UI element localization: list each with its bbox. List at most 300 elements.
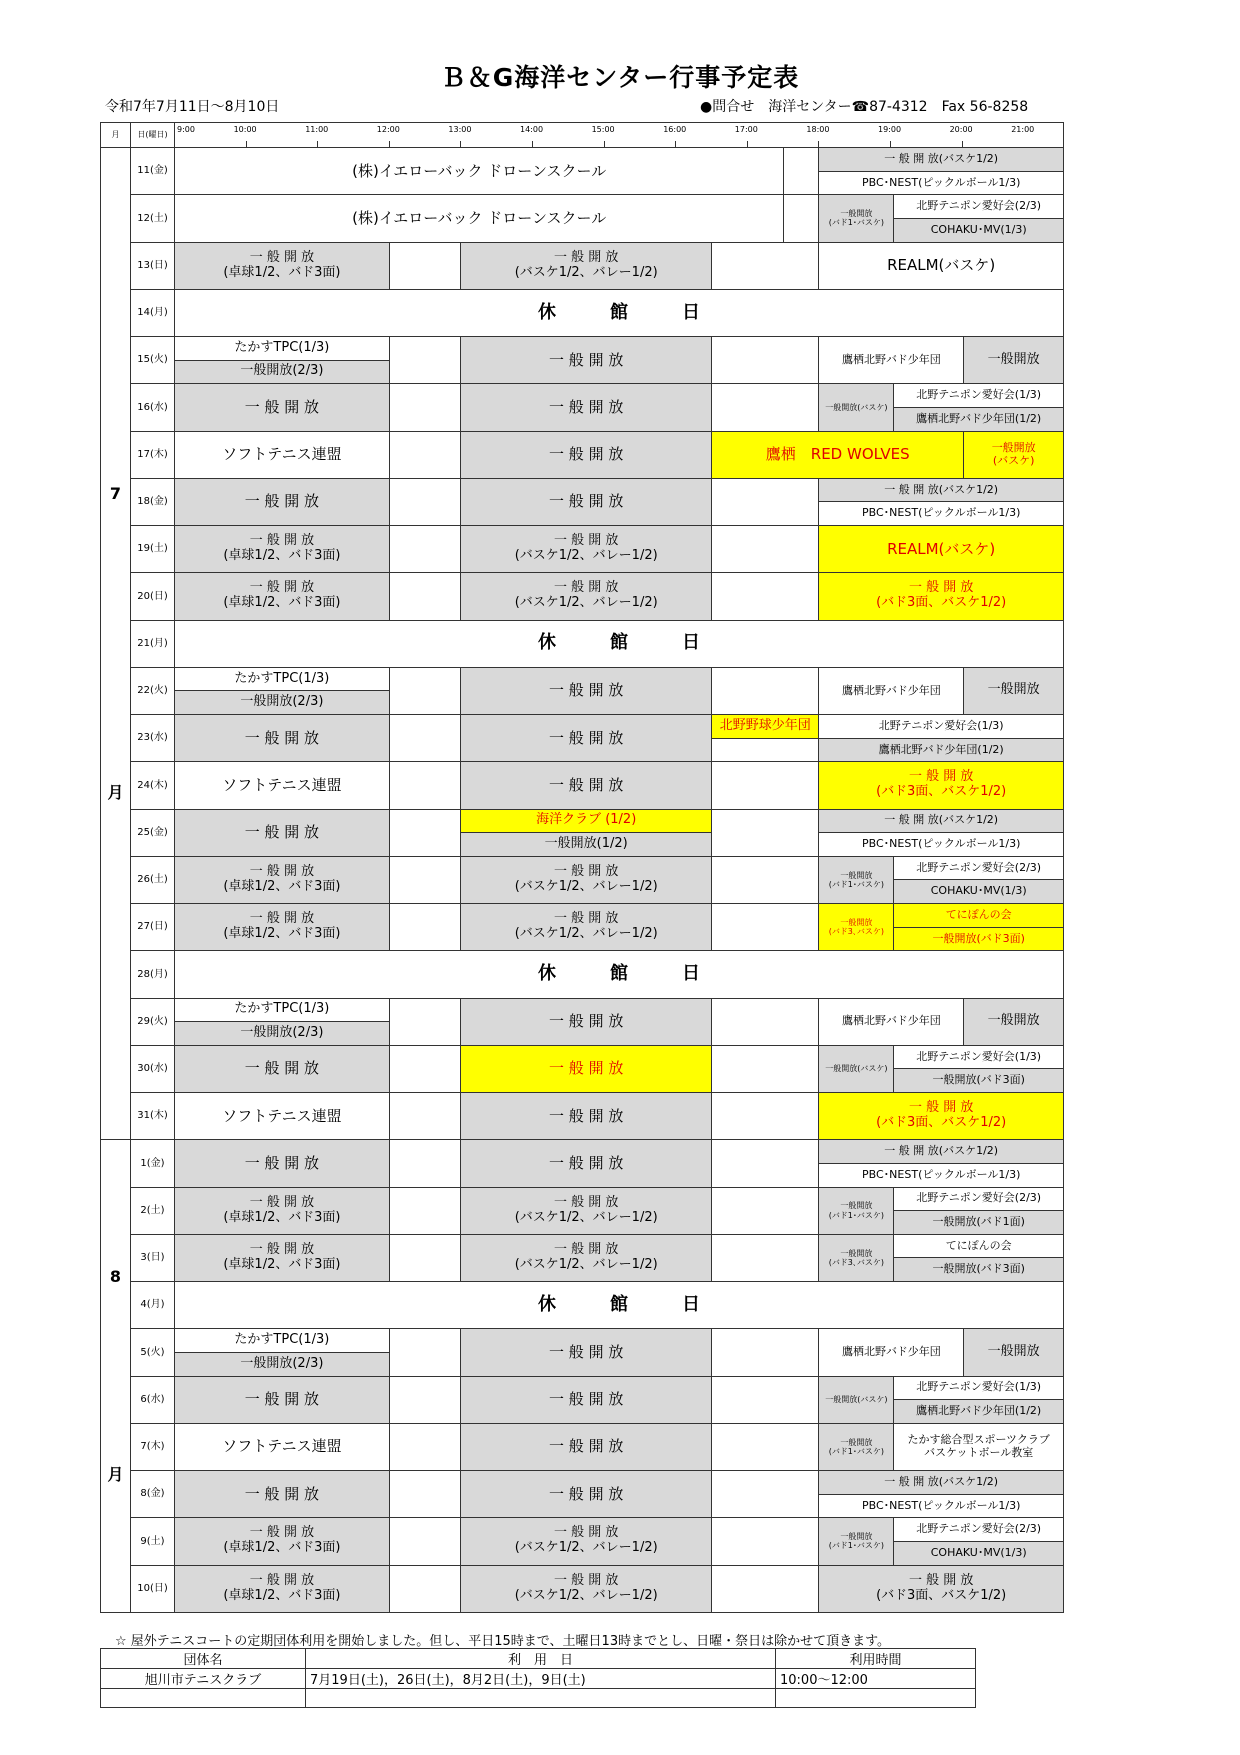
afternoon-event [460, 525, 712, 573]
cell-text: (株)イエローバック ドローンスクール [352, 208, 607, 227]
afternoon-event [460, 1092, 712, 1140]
day-label [130, 1281, 175, 1329]
cell-text: (卓球1/2、バド3面) [223, 1256, 341, 1272]
cell-text: たかす総合型スポーツクラブ [907, 1433, 1050, 1447]
evening-event [818, 1376, 894, 1424]
cell-text: 17(木) [137, 448, 168, 460]
cell-text: 19(土) [137, 543, 168, 555]
cell-text: 30(水) [137, 1063, 168, 1075]
time-tick: 18:00 [806, 125, 830, 134]
cell-text: 一 般 開 放 [553, 249, 619, 265]
day-label [130, 1517, 175, 1565]
cell-text: 一般開放(1/2) [544, 835, 628, 851]
morning-event [174, 1376, 390, 1424]
cell-text: 一 般 開 放 [549, 445, 624, 463]
cell-text: 28(月) [137, 968, 168, 980]
afternoon-event [460, 856, 712, 904]
day-label [130, 336, 175, 384]
cell-text: 一般開放 [987, 1013, 1040, 1029]
empty-slot [783, 147, 819, 195]
cell-text: 一 般 開 放 [553, 1241, 619, 1257]
cell-text: (バド3面、バスケ1/2) [876, 1115, 1007, 1131]
evening-event [893, 1045, 1064, 1070]
cell-text: 一般開放 [840, 1248, 873, 1258]
morning-event [174, 667, 390, 692]
morning-event [174, 431, 390, 479]
day-label [130, 431, 175, 479]
evening-event [963, 667, 1064, 715]
morning-event [174, 809, 390, 857]
cell-text: (バド3､バスケ) [828, 1257, 884, 1267]
table-row [101, 1689, 976, 1708]
time-tick: 21:00 [1011, 125, 1035, 134]
month-cell-july [100, 147, 131, 1140]
morning-event [174, 1470, 390, 1518]
evening-event [818, 194, 894, 242]
cell-text: 一 般 開 放 [244, 728, 320, 747]
cell-text: 一 般 開 放 [244, 1059, 320, 1078]
empty-slot [711, 336, 819, 384]
day-label [130, 289, 175, 337]
cell-text: (バド3面、バスケ1/2) [876, 784, 1007, 800]
cell-text: 一 般 開 放(バスケ1/2) [884, 482, 999, 496]
morning-event [174, 383, 390, 431]
cell-text: 14(月) [137, 307, 168, 319]
table-cell [776, 1689, 976, 1708]
cell-text: PBC･NEST(ピックルボール1/3) [862, 175, 1021, 189]
cell-text: てにぽんの会 [945, 907, 1012, 921]
morning-event [174, 690, 390, 715]
empty-slot [389, 242, 462, 290]
cell-text: (バド1･バスケ) [828, 1210, 884, 1220]
cell-text: 9(土) [140, 1535, 165, 1547]
cell-text: 一 般 開 放 [549, 1484, 624, 1503]
day-label [130, 1470, 175, 1518]
evening-event [818, 1470, 1064, 1495]
empty-slot [389, 903, 462, 951]
cell-text: 一般開放(2/3) [240, 1024, 324, 1040]
cell-text: 一 般 開 放 [908, 1572, 974, 1588]
day-label [130, 1187, 175, 1235]
day-label [130, 856, 175, 904]
cell-text: 一般開放(バド1面) [932, 1215, 1025, 1229]
cell-text: 一 般 開 放 [553, 1194, 619, 1210]
cell-text: 23(水) [137, 732, 168, 744]
cell-text: 一 般 開 放 [549, 1153, 624, 1172]
cell-text: 一般開放 [987, 1343, 1040, 1359]
cell-text: 12(土) [137, 212, 168, 224]
cell-text: 31(木) [137, 1110, 168, 1122]
cell-text: PBC･NEST(ピックルボール1/3) [862, 1498, 1021, 1512]
cell-text: 鷹栖北野バド少年団 [842, 683, 941, 697]
evening-event [818, 738, 1064, 763]
cell-text: 8(金) [140, 1488, 165, 1500]
cell-text: 一 般 開 放 [249, 249, 315, 265]
empty-slot [389, 1139, 462, 1187]
empty-slot [389, 1328, 462, 1376]
evening-event [963, 998, 1064, 1046]
empty-slot [389, 1423, 462, 1471]
cell-text: 一 般 開 放 [549, 1059, 624, 1078]
cell-text: 2(土) [140, 1204, 165, 1216]
morning-event [174, 1352, 390, 1377]
empty-slot [389, 1376, 462, 1424]
cell-text: 一 般 開 放 [549, 350, 624, 369]
empty-slot [389, 478, 462, 526]
cell-text: 北野テニポン愛好会(1/3) [916, 1380, 1042, 1394]
empty-slot [711, 903, 819, 951]
day-label [130, 1423, 175, 1471]
cell-text: バスケットボール教室 [924, 1445, 1034, 1459]
empty-slot [389, 1234, 462, 1282]
empty-slot [711, 1139, 819, 1187]
afternoon-event [460, 903, 712, 951]
evening-event [818, 478, 1064, 503]
evening-event [893, 879, 1064, 904]
cell-text: 一般開放 [987, 682, 1040, 698]
day-label [130, 194, 175, 242]
afternoon-event [460, 998, 712, 1046]
cell-text: 鷹栖北野バド少年団 [842, 1345, 941, 1359]
day-label [130, 950, 175, 998]
cell-text: 一般開放(バスケ) [825, 1064, 888, 1074]
cell-text: ソフトテニス連盟 [222, 1437, 342, 1456]
cell-text: 一般開放 [840, 917, 873, 927]
cell-text: 鷹栖北野バド少年団(1/2) [916, 411, 1042, 425]
evening-event [893, 383, 1064, 408]
cell-text: 29(火) [137, 1015, 168, 1027]
cell-text: 一般開放(バド3面) [932, 1073, 1025, 1087]
afternoon-event [460, 714, 712, 762]
empty-slot [389, 809, 462, 857]
cell-text: 一 般 開 放 [553, 1525, 619, 1541]
evening-event [893, 1376, 1064, 1401]
evening-event [893, 1423, 1064, 1471]
empty-slot [389, 1565, 462, 1613]
evening-event [818, 1187, 894, 1235]
cell-text: 一般開放 [840, 870, 873, 880]
empty-slot [783, 194, 819, 242]
evening-event [818, 1092, 1064, 1140]
morning-event [174, 1139, 390, 1187]
cell-text: 一 般 開 放 [549, 1342, 624, 1361]
day-label [130, 147, 175, 195]
table-header-row [101, 1649, 976, 1669]
cell-text: 北野テニポン愛好会(2/3) [916, 199, 1042, 213]
cell-text: 北野テニポン愛好会(2/3) [916, 860, 1042, 874]
morning-event [174, 572, 390, 620]
evening-event [818, 761, 1064, 809]
morning-event [174, 903, 390, 951]
time-tick: 16:00 [663, 125, 687, 134]
day-label [130, 478, 175, 526]
table-cell [101, 1689, 306, 1708]
time-tick: 9:00 [177, 125, 195, 134]
empty-slot [711, 1423, 819, 1471]
cell-text: 一般開放 [840, 209, 873, 219]
empty-slot [711, 478, 819, 526]
cell-text: 18(金) [137, 496, 168, 508]
cell-text: 一 般 開 放 [244, 492, 320, 511]
cell-text: (バド3面、バスケ1/2) [876, 1587, 1007, 1603]
evening-event [893, 856, 1064, 881]
table-header: 利 用 日 [306, 1649, 776, 1669]
cell-text: 22(火) [137, 685, 168, 697]
cell-text: 一般開放(バスケ) [825, 1395, 888, 1405]
cell-text: 一 般 開 放 [249, 1572, 315, 1588]
cell-text: (バスケ1/2、バレー1/2) [514, 926, 658, 942]
day-label [130, 667, 175, 715]
time-tick: 10:00 [233, 125, 257, 134]
empty-slot [711, 525, 819, 573]
empty-slot [389, 1187, 462, 1235]
empty-slot [711, 1187, 819, 1235]
afternoon-event [460, 832, 712, 857]
cell-text: (バド1･バスケ) [828, 879, 884, 889]
afternoon-event [460, 1187, 712, 1235]
empty-slot [389, 383, 462, 431]
empty-slot [711, 809, 819, 857]
cell-text: 一 般 開 放 [549, 775, 624, 794]
evening-event [893, 1068, 1064, 1093]
empty-slot [711, 761, 819, 809]
evening-event [818, 1234, 894, 1282]
evening-event [818, 1494, 1064, 1519]
cell-text: COHAKU･MV(1/3) [930, 1545, 1027, 1559]
evening-event [893, 903, 1064, 928]
day-label [130, 714, 175, 762]
evening-event [818, 383, 894, 431]
day-label [130, 572, 175, 620]
evening-event [818, 525, 1064, 573]
afternoon-event [460, 572, 712, 620]
evening-event [963, 431, 1064, 479]
empty-slot [389, 1470, 462, 1518]
afternoon-event [460, 242, 712, 290]
day-label [130, 242, 175, 290]
cell-text: 15(火) [137, 354, 168, 366]
cell-text: 休 館 日 [538, 1293, 700, 1315]
cell-text: (卓球1/2、バド3面) [223, 264, 341, 280]
afternoon-event [460, 1423, 712, 1471]
cell-text: (バスケ1/2、バレー1/2) [514, 264, 658, 280]
day-label [130, 1092, 175, 1140]
cell-text: 一 般 開 放 [249, 863, 315, 879]
cell-text: PBC･NEST(ピックルボール1/3) [862, 837, 1021, 851]
empty-slot [711, 1328, 819, 1376]
cell-text: 27(日) [137, 921, 168, 933]
cell-text: 一 般 開 放 [553, 911, 619, 927]
empty-slot [711, 242, 819, 290]
cell-text: 一 般 開 放 [549, 1012, 624, 1030]
empty-slot [711, 1092, 819, 1140]
evening-event [893, 1517, 1064, 1542]
afternoon-event [460, 1517, 712, 1565]
evening-event [711, 714, 819, 739]
cell-text: 一般開放 [987, 351, 1040, 367]
drone-school-event [174, 194, 784, 242]
empty-slot [711, 667, 819, 715]
cell-text: 休 館 日 [538, 301, 700, 323]
empty-slot [389, 761, 462, 809]
cell-text: 一般開放 [840, 1437, 873, 1447]
cell-text: 鷹栖北野バド少年団 [842, 1014, 941, 1028]
cell-text: 一 般 開 放 [249, 533, 315, 549]
cell-text: 3(日) [140, 1252, 165, 1264]
evening-event [818, 856, 894, 904]
evening-event [893, 194, 1064, 219]
cell-text: 月 [107, 1465, 124, 1484]
cell-text: たかすTPC(1/3) [234, 670, 330, 686]
evening-event [818, 336, 964, 384]
closed-day [174, 950, 1064, 998]
evening-event [893, 1541, 1064, 1566]
cell-text: (卓球1/2、バド3面) [223, 926, 341, 942]
cell-text: てにぽんの会 [945, 1238, 1012, 1252]
day-label [130, 1139, 175, 1187]
empty-slot [389, 998, 462, 1046]
evening-event [818, 998, 964, 1046]
empty-slot [389, 336, 462, 384]
table-header: 利用時間 [776, 1649, 976, 1669]
month-header [100, 122, 131, 148]
cell-text: 一 般 開 放 [249, 580, 315, 596]
cell-text: (卓球1/2、バド3面) [223, 548, 341, 564]
schedule-period: 令和7年7月11日～8月10日 [105, 99, 280, 115]
morning-event [174, 1565, 390, 1613]
evening-event [818, 1423, 894, 1471]
afternoon-event [460, 336, 712, 384]
cell-text: 6(水) [140, 1393, 165, 1405]
cell-text: 一 般 開 放 [549, 1390, 624, 1408]
cell-text: 一 般 開 放 [244, 1484, 320, 1503]
closed-day [174, 289, 1064, 337]
cell-text: たかすTPC(1/3) [234, 1001, 330, 1017]
empty-slot [389, 572, 462, 620]
cell-text: (卓球1/2、バド3面) [223, 878, 341, 894]
cell-text: COHAKU･MV(1/3) [930, 884, 1027, 898]
day-label [130, 1565, 175, 1613]
evening-event [818, 1517, 894, 1565]
cell-text: (バスケ1/2、バレー1/2) [514, 1256, 658, 1272]
evening-event [818, 832, 1064, 857]
cell-text: 11(金) [137, 165, 168, 177]
day-label [130, 903, 175, 951]
day-label [130, 383, 175, 431]
cell-text: 一 般 開 放 [908, 1100, 974, 1116]
morning-event [174, 1021, 390, 1046]
cell-text: (バスケ1/2、バレー1/2) [514, 1587, 658, 1603]
evening-event [818, 1565, 1064, 1613]
morning-event [174, 761, 390, 809]
afternoon-event [460, 431, 712, 479]
cell-text: 26(土) [137, 874, 168, 886]
cell-text: 16(水) [137, 401, 168, 413]
cell-text: 一 般 開 放 [553, 580, 619, 596]
cell-text: 月 [107, 782, 124, 802]
table-cell [306, 1689, 776, 1708]
evening-event [818, 1163, 1064, 1188]
cell-text: 一般開放 [840, 1532, 873, 1542]
cell-text: 1(金) [140, 1157, 165, 1169]
tennis-court-table [100, 1648, 976, 1708]
empty-slot [389, 1092, 462, 1140]
morning-event [174, 1092, 390, 1140]
cell-text: 一般開放(バスケ) [825, 402, 888, 412]
evening-event [818, 1045, 894, 1093]
cell-text: 一 般 開 放 [244, 823, 320, 841]
cell-text: 北野テニポン愛好会(2/3) [916, 1522, 1042, 1536]
afternoon-event [460, 761, 712, 809]
cell-text: 一 般 開 放 [549, 681, 624, 700]
cell-text: 7 [109, 484, 122, 504]
month-cell-august [100, 1139, 131, 1613]
cell-text: 北野テニポン愛好会(1/3) [916, 1049, 1042, 1063]
cell-text: COHAKU･MV(1/3) [930, 222, 1027, 236]
evening-event [818, 667, 964, 715]
evening-event [818, 1328, 964, 1376]
day-label [130, 1328, 175, 1376]
empty-slot [711, 738, 819, 763]
cell-text: 一 般 開 放 [908, 580, 974, 596]
cell-text: 一 般 開 放 [549, 728, 624, 747]
cell-text: 一 般 開 放(バスケ1/2) [884, 1144, 999, 1158]
cell-text: (バスケ1/2、バレー1/2) [514, 1540, 658, 1556]
table-cell: 旭川市テニスクラブ [101, 1669, 306, 1689]
cell-text: 一 般 開 放 [549, 397, 624, 416]
cell-text: 一 般 開 放 [553, 533, 619, 549]
cell-text: ソフトテニス連盟 [222, 445, 342, 463]
empty-slot [389, 1045, 462, 1093]
cell-text: 一 般 開 放 [549, 1106, 624, 1125]
afternoon-event [460, 383, 712, 431]
evening-event [893, 1187, 1064, 1212]
cell-text: 鷹栖北野バド少年団(1/2) [916, 1404, 1042, 1418]
morning-event [174, 856, 390, 904]
time-tick: 13:00 [448, 125, 472, 134]
empty-slot [711, 1234, 819, 1282]
cell-text: 25(金) [137, 826, 168, 838]
cell-text: 一 般 開 放 [249, 1194, 315, 1210]
table-row [101, 1669, 976, 1689]
drone-school-event [174, 147, 784, 195]
morning-event [174, 242, 390, 290]
afternoon-event [460, 1139, 712, 1187]
empty-slot [389, 667, 462, 715]
cell-text: 日(曜日) [137, 130, 168, 140]
cell-text: (バスケ1/2、バレー1/2) [514, 878, 658, 894]
cell-text: 北野テニポン愛好会(1/3) [878, 718, 1004, 732]
evening-event [963, 1328, 1064, 1376]
cell-text: 鷹栖北野バド少年団 [842, 352, 941, 366]
afternoon-event [460, 1565, 712, 1613]
cell-text: (卓球1/2、バド3面) [223, 1540, 341, 1556]
cell-text: 一 般 開 放 [908, 769, 974, 785]
evening-event [818, 572, 1064, 620]
time-tick: 17:00 [734, 125, 758, 134]
cell-text: 一 般 開 放 [244, 397, 320, 416]
afternoon-event [460, 667, 712, 715]
evening-event [818, 714, 1064, 739]
afternoon-event [460, 1045, 712, 1093]
cell-text: 一 般 開 放 [553, 1572, 619, 1588]
cell-text: 鷹栖北野バド少年団(1/2) [878, 742, 1004, 756]
morning-event [174, 336, 390, 361]
cell-text: PBC･NEST(ピックルボール1/3) [862, 1167, 1021, 1181]
empty-slot [711, 1565, 819, 1613]
cell-text: 24(木) [137, 779, 168, 791]
cell-text: 海洋クラブ (1/2) [536, 812, 637, 828]
